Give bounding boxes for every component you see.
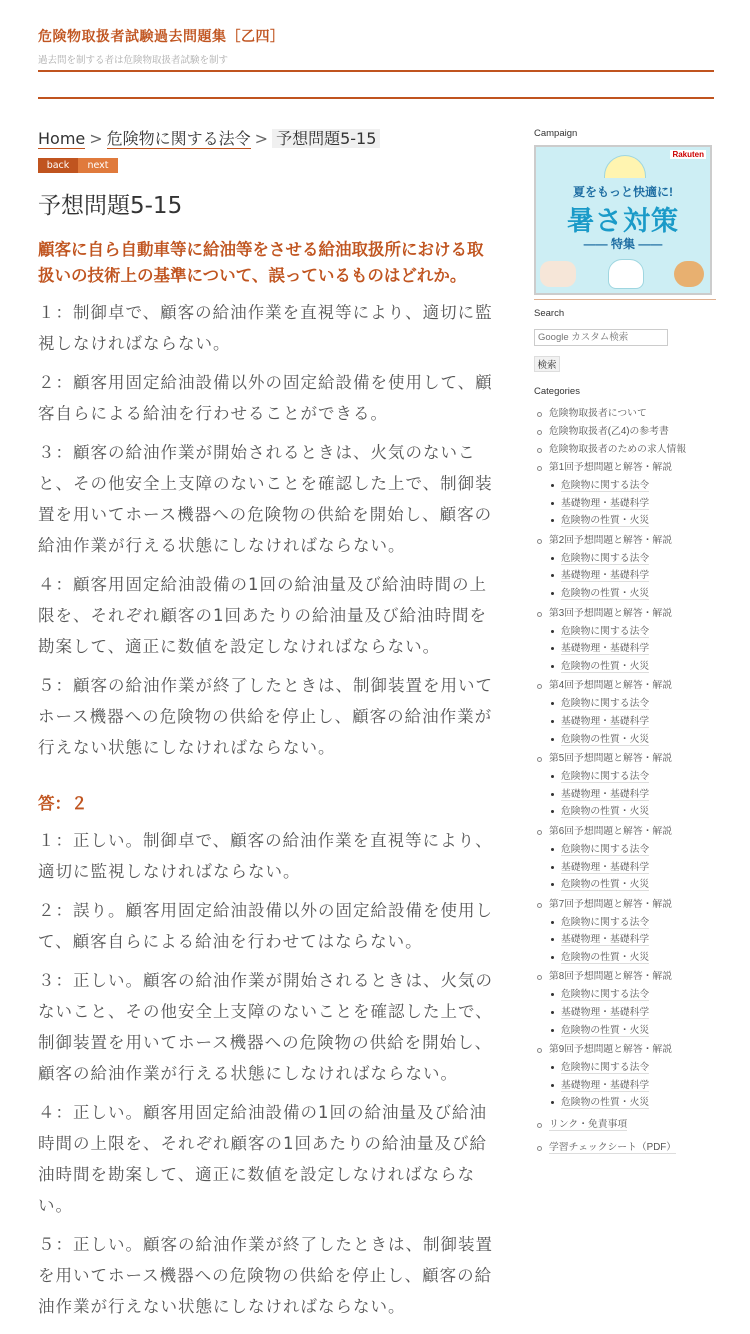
subcategory-item[interactable]: 危険物に関する法令 [549,550,716,568]
choice-item: ４：顧客用固定給油設備の1回の給油量及び給油時間の上限を、それぞれ顧客の1回あたりの給油量及び給油時間を勘案して、適正に数値を設定しなければならない。 [38,575,487,656]
subcategory-item[interactable]: 基礎物理・基礎科学 [549,713,716,731]
back-button[interactable]: back [38,158,78,173]
breadcrumb-current: 予想問題5-15 [272,129,380,148]
subcategory-item[interactable]: 基礎物理・基礎科学 [549,1077,716,1095]
subcategory-item[interactable]: 危険物の性質・火災 [549,1022,716,1040]
category-round-label[interactable]: 第9回予想問題と解答・解説 [549,1044,673,1056]
explanation-item: ２：誤り。顧客用固定給油設備以外の固定給設備を使用して、顧客自らによる給油を行わせてはならない。 [38,901,493,951]
subcategory-item[interactable]: 危険物に関する法令 [549,768,716,786]
category-round-item[interactable] [534,459,716,532]
category-round-item[interactable] [534,605,716,678]
campaign-banner[interactable] [534,145,712,295]
rakuten-logo: Rakuten [672,150,704,159]
subcategory-item[interactable]: 危険物に関する法令 [549,695,716,713]
category-round-item[interactable] [534,896,716,969]
subcategory-list [549,914,716,969]
breadcrumb-separator: > [89,129,103,148]
category-round-label[interactable]: 第2回予想問題と解答・解説 [549,534,673,546]
pillow-image [540,261,576,287]
subcategory-item[interactable]: 危険物の性質・火災 [549,658,716,676]
explanation-item: ４：正しい。顧客用固定給油設備の1回の給油量及び給油時間の上限を、それぞれ顧客の1回あたりの給油量及び給油時間を勘案して、適正に数値を設定しなければならない。 [38,1103,487,1215]
banner-line-1: 夏をもっと快適に! [573,185,673,199]
subcategory-item[interactable]: 基礎物理・基礎科学 [549,640,716,658]
subcategory-item[interactable]: 危険物の性質・火災 [549,585,716,603]
category-list-bottom [534,1116,716,1157]
subcategory-item[interactable]: 危険物の性質・火災 [549,1094,716,1112]
category-round-item[interactable] [534,677,716,750]
categories-widget-title: Categories [534,386,580,397]
banner-line-2: 暑さ対策 [567,206,679,236]
subcategory-list [549,841,716,896]
category-round-item[interactable] [534,532,716,605]
category-item[interactable]: 学習チェックシート（PDF） [534,1139,716,1157]
subcategory-item[interactable]: 危険物の性質・火災 [549,512,716,530]
category-round-item[interactable] [534,750,716,823]
campaign-widget-title: Campaign [534,128,578,139]
subcategory-item[interactable]: 危険物の性質・火災 [549,949,716,967]
category-round-item[interactable] [534,823,716,896]
subcategory-list [549,695,716,750]
subcategory-item[interactable]: 危険物に関する法令 [549,623,716,641]
subcategory-item[interactable]: 基礎物理・基礎科学 [549,786,716,804]
sidebar [534,128,716,1157]
subcategory-item[interactable]: 危険物に関する法令 [549,914,716,932]
subcategory-list [549,550,716,605]
subcategory-item[interactable]: 危険物の性質・火災 [549,803,716,821]
category-round-label[interactable]: 第8回予想問題と解答・解説 [549,971,673,983]
dog-image [674,261,704,287]
search-widget-title: Search [534,308,565,319]
explanation-item: ５：正しい。顧客の給油作業が終了したときは、制御装置を用いてホース機器への危険物の供給を停止し、顧客の給油作業が行えない状態にしなければならない。 [38,1235,493,1316]
choice-item: １：制御卓で、顧客の給油作業を直視等により、適切に監視しなければならない。 [38,303,493,353]
banner-line-3: —— 特集 —— [583,237,663,251]
sidebar-divider [534,299,716,300]
sun-icon [604,155,646,178]
category-round-label[interactable]: 第5回予想問題と解答・解説 [549,753,673,765]
site-title[interactable]: 危険物取扱者試験過去問題集［乙四］ [38,29,285,45]
category-round-item[interactable] [534,968,716,1041]
header-divider [38,70,714,72]
answer-heading: 答：２ [38,794,88,813]
category-item[interactable]: 危険物取扱者(乙4)の参考書 [534,423,716,441]
explanation-item: ３：正しい。顧客の給油作業が開始されるときは、火気のないこと、その他安全上支障のないことを確認した上で、制御装置を用いてホース機器への危険物の供給を開始し、顧客の給油作業が行える状態にしなければならない。 [38,971,493,1083]
subcategory-list [549,986,716,1041]
category-round-label[interactable]: 第1回予想問題と解答・解説 [549,462,673,473]
subcategory-item[interactable]: 危険物に関する法令 [549,477,716,495]
subcategory-item[interactable]: 危険物の性質・火災 [549,731,716,749]
round-category-list [534,459,716,1114]
subcategory-item[interactable]: 基礎物理・基礎科学 [549,931,716,949]
choice-item: ３：顧客の給油作業が開始されるときは、火気のないこと、その他安全上支障のないことを確認した上で、制御装置を用いてホース機器への危険物の供給を開始し、顧客の給油作業が行える状態にしなければならない。 [38,443,493,555]
category-round-label[interactable]: 第6回予想問題と解答・解説 [549,825,673,837]
category-item[interactable]: 危険物取扱者について [534,405,716,423]
subcategory-item[interactable]: 危険物の性質・火災 [549,876,716,894]
subcategory-item[interactable]: 基礎物理・基礎科学 [549,567,716,585]
category-item[interactable]: リンク・免責事項 [534,1116,716,1134]
subcategory-item[interactable]: 危険物に関する法令 [549,841,716,859]
category-round-label[interactable]: 第4回予想問題と解答・解説 [549,680,673,692]
site-description: 過去問を制する者は危険物取扱者試験を制す [38,55,229,66]
category-list [534,405,716,459]
main-content [38,126,498,1322]
breadcrumb-separator: > [254,129,269,148]
choice-item: ２：顧客用固定給油設備以外の固定給設備を使用して、顧客自らによる給油を行わせることができる。 [38,373,493,423]
subcategory-item[interactable]: 基礎物理・基礎科学 [549,859,716,877]
search-button[interactable]: 検索 [534,356,560,372]
subcategory-item[interactable]: 基礎物理・基礎科学 [549,1004,716,1022]
search-input[interactable] [534,329,668,346]
explanation-list [38,825,498,1322]
choice-list [38,297,498,763]
category-round-label[interactable]: 第7回予想問題と解答・解説 [549,898,673,910]
bear-image [608,259,644,289]
subcategory-item[interactable]: 基礎物理・基礎科学 [549,495,716,513]
next-button[interactable]: next [78,158,118,173]
choice-item: ５：顧客の給油作業が終了したときは、制御装置を用いてホース機器への危険物の供給を停止し、顧客の給油作業が行えない状態にしなければならない。 [38,676,493,757]
category-round-item[interactable] [534,1041,716,1114]
subcategory-list [549,768,716,823]
subcategory-list [549,1059,716,1114]
subcategory-item[interactable]: 危険物に関する法令 [549,986,716,1004]
breadcrumb [38,126,498,152]
category-item[interactable]: 危険物取扱者のための求人情報 [534,441,716,459]
subcategory-list [549,623,716,678]
post-navigation [38,158,498,173]
nav-divider [38,97,714,99]
breadcrumb-category-link[interactable]: 危険物に関する法令 [106,129,251,148]
site-header [38,26,714,66]
subcategory-item[interactable]: 危険物に関する法令 [549,1059,716,1077]
post-title: 予想問題5-15 [38,193,183,219]
question-text: 顧客に自ら自動車等に給油等をさせる給油取扱所における取扱いの技術上の基準について、誤っているものはどれか。 [38,240,484,285]
subcategory-list [549,477,716,532]
explanation-item: １：正しい。制御卓で、顧客の給油作業を直視等により、適切に監視しなければならない。 [38,831,493,881]
category-round-label[interactable]: 第3回予想問題と解答・解説 [549,607,673,619]
breadcrumb-home-link[interactable]: Home [38,129,86,148]
